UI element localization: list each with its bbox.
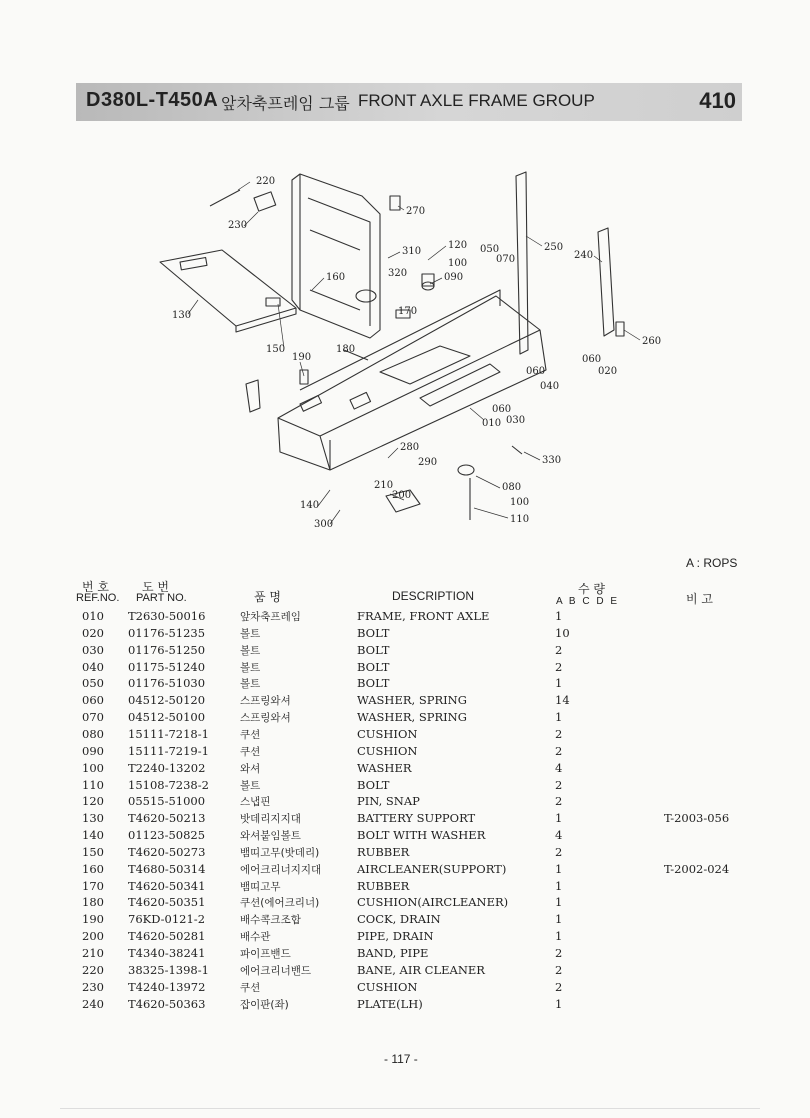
part-number: T2630-50016 [128, 609, 206, 623]
scan-edge-line [60, 1108, 760, 1109]
part-description: WASHER, SPRING [357, 710, 467, 725]
callout-labels [172, 176, 661, 530]
part-name-ko: 뱀띠고무 [240, 880, 281, 893]
ref-number: 150 [82, 844, 104, 859]
callout-label: 260 [642, 336, 662, 347]
quantity: 1 [555, 929, 563, 944]
quantity-header-ko: 수 량 [578, 582, 605, 596]
part-number: T4620-50351 [128, 895, 206, 910]
callout-label: 190 [292, 352, 312, 363]
callout-label: 140 [300, 500, 320, 511]
part-name-ko: 쿠션 [240, 981, 261, 994]
part-name-ko: 배수관 [240, 931, 271, 944]
table-row [0, 845, 810, 862]
callout-label: 180 [336, 344, 356, 355]
part-description: FRAME, FRONT AXLE [357, 609, 490, 623]
rops-note: A : ROPS [686, 556, 738, 570]
part-description: WASHER, SPRING [357, 693, 467, 708]
part-name-ko: 와셔붙임볼트 [240, 830, 301, 843]
part-description: BANE, AIR CLEANER [357, 962, 485, 977]
part-number: T4340-38241 [128, 946, 206, 960]
ref-number: 170 [82, 878, 104, 893]
page-number: - 117 - [384, 1052, 418, 1066]
callout-label: 280 [400, 442, 420, 453]
part-name-ko: 배수콕크조합 [240, 914, 301, 927]
quantity: 14 [555, 693, 570, 708]
exploded-parts-diagram [0, 0, 810, 540]
part-number: T4620-50281 [128, 929, 206, 944]
table-row [0, 811, 810, 828]
part-description: RUBBER [357, 878, 410, 893]
ref-number: 130 [82, 811, 104, 826]
table-row [0, 879, 810, 896]
table-row [0, 997, 810, 1014]
table-row [0, 946, 810, 963]
part-number: 01176-51235 [128, 625, 206, 640]
part-description: CUSHION [357, 743, 418, 758]
ref-number: 180 [82, 895, 104, 910]
table-row [0, 710, 810, 727]
callout-label: 120 [448, 240, 468, 251]
part-number: 15108-7238-2 [128, 777, 209, 792]
quantity: 4 [555, 760, 563, 775]
table-row [0, 609, 810, 626]
quantity: 2 [555, 743, 563, 758]
callout-label: 080 [502, 482, 522, 493]
remarks-header: 비 고 [686, 592, 713, 606]
callout-label: 230 [228, 220, 248, 231]
quantity-columns: A B C D E [556, 596, 618, 607]
ref-number: 240 [82, 996, 104, 1011]
callout-label: 100 [448, 258, 468, 269]
table-row [0, 980, 810, 997]
quantity: 2 [555, 642, 563, 657]
ref-number: 050 [82, 676, 104, 691]
part-description: COCK, DRAIN [357, 912, 441, 927]
callout-label: 030 [506, 415, 526, 426]
callout-label: 290 [418, 457, 438, 468]
callout-label: 210 [374, 480, 394, 491]
callout-label: 270 [406, 206, 426, 217]
callout-label: 130 [172, 310, 192, 321]
quantity: 2 [555, 946, 563, 960]
table-row [0, 929, 810, 946]
table-row [0, 676, 810, 693]
part-number: 01123-50825 [128, 828, 206, 843]
callout-label: 060 [526, 366, 546, 377]
table-row [0, 794, 810, 811]
part-name-ko: 쿠션 [240, 745, 261, 758]
name-header-ko: 품 명 [254, 590, 281, 604]
table-row [0, 660, 810, 677]
quantity: 2 [555, 844, 563, 859]
table-row [0, 912, 810, 929]
ref-number: 080 [82, 726, 104, 741]
callout-label: 170 [398, 306, 418, 317]
part-number: T4620-50213 [128, 811, 206, 826]
callout-label: 070 [496, 254, 516, 265]
callout-label: 090 [444, 272, 464, 283]
part-description: CUSHION [357, 979, 418, 994]
part-description: PLATE(LH) [357, 996, 423, 1011]
ref-number: 120 [82, 794, 104, 809]
part-description: BAND, PIPE [357, 946, 429, 960]
part-name-ko: 에어크리너밴드 [240, 964, 312, 977]
part-number: 76KD-0121-2 [128, 912, 206, 927]
part-number: T4620-50273 [128, 844, 206, 859]
part-description: BOLT [357, 777, 390, 792]
part-description: BOLT [357, 659, 390, 674]
ref-header-en: REF.NO. [76, 592, 120, 604]
callout-label: 060 [582, 354, 602, 365]
part-header-en: PART NO. [136, 592, 187, 604]
table-row [0, 778, 810, 795]
part-name-ko: 볼트 [240, 678, 261, 691]
ref-number: 190 [82, 912, 104, 927]
part-name-ko: 볼트 [240, 661, 261, 674]
ref-number: 010 [82, 609, 104, 623]
ref-number: 110 [82, 777, 104, 792]
part-number: 01176-51250 [128, 642, 206, 657]
part-name-ko: 잡이판(좌) [240, 998, 289, 1011]
part-description: RUBBER [357, 844, 410, 859]
callout-label: 160 [326, 272, 346, 283]
callout-label: 100 [510, 497, 530, 508]
ref-number: 210 [82, 946, 104, 960]
part-number: 15111-7218-1 [128, 726, 209, 741]
table-row [0, 895, 810, 912]
remarks: T-2003-056 [664, 811, 730, 826]
quantity: 1 [555, 811, 563, 826]
part-name-ko: 와셔 [240, 762, 261, 775]
part-description: AIRCLEANER(SUPPORT) [357, 861, 507, 876]
part-name-ko: 뱀띠고무(밧데리) [240, 846, 320, 859]
part-number: 38325-1398-1 [128, 962, 209, 977]
table-row [0, 744, 810, 761]
group-title-korean: 앞차축프레임 그룹 [221, 94, 350, 113]
part-name-ko: 볼트 [240, 779, 261, 792]
table-row [0, 643, 810, 660]
quantity: 2 [555, 777, 563, 792]
ref-number: 030 [82, 642, 104, 657]
part-name-ko: 에어크리너지지대 [240, 863, 322, 876]
table-row [0, 963, 810, 980]
callout-label: 310 [402, 246, 422, 257]
table-row [0, 693, 810, 710]
table-row [0, 761, 810, 778]
ref-number: 160 [82, 861, 104, 876]
part-name-ko: 파이프밴드 [240, 948, 291, 960]
ref-number: 220 [82, 962, 104, 977]
part-description: CUSHION(AIRCLEANER) [357, 895, 509, 910]
callout-label: 200 [392, 490, 412, 501]
callout-label: 150 [266, 344, 286, 355]
part-header-ko: 도 번 [142, 580, 169, 594]
quantity: 4 [555, 828, 563, 843]
callout-label: 020 [598, 366, 618, 377]
quantity: 2 [555, 794, 563, 809]
callout-label: 050 [480, 244, 500, 255]
callout-label: 330 [542, 455, 562, 466]
part-description: BOLT [357, 625, 390, 640]
model-number: D380L-T450A [86, 89, 219, 111]
part-number: 01176-51030 [128, 676, 206, 691]
part-number: 04512-50120 [128, 693, 206, 708]
quantity: 1 [555, 912, 563, 927]
part-name-ko: 밧데리지지대 [240, 813, 301, 826]
part-name-ko: 스프링와셔 [240, 695, 291, 708]
part-number: 05515-51000 [128, 794, 206, 809]
remarks: T-2002-024 [664, 861, 730, 876]
ref-number: 100 [82, 760, 104, 775]
description-header: DESCRIPTION [392, 589, 475, 603]
part-number: T2240-13202 [128, 760, 206, 775]
part-description: BOLT WITH WASHER [357, 828, 486, 843]
ref-number: 090 [82, 743, 104, 758]
group-number: 410 [699, 88, 736, 113]
ref-header-ko: 번 호 [82, 580, 109, 594]
aircleaner-support-frame [292, 174, 380, 338]
part-name-ko: 쿠션(에어크리너) [240, 897, 320, 910]
ref-number: 060 [82, 693, 104, 708]
ref-number: 230 [82, 979, 104, 994]
callout-label: 060 [492, 404, 512, 415]
ref-number: 070 [82, 710, 104, 725]
part-name-ko: 앞차축프레임 [240, 611, 301, 623]
part-name-ko: 스냅핀 [240, 796, 271, 809]
callout-label: 040 [540, 381, 560, 392]
quantity: 2 [555, 659, 563, 674]
quantity: 1 [555, 996, 563, 1011]
quantity: 1 [555, 710, 563, 725]
part-name-ko: 볼트 [240, 644, 261, 657]
part-description: BATTERY SUPPORT [357, 811, 476, 826]
part-description: CUSHION [357, 726, 418, 741]
callout-label: 110 [510, 514, 530, 525]
callout-label: 010 [482, 418, 502, 429]
part-number: T4620-50363 [128, 996, 206, 1011]
quantity: 2 [555, 979, 563, 994]
ref-number: 020 [82, 625, 104, 640]
ref-number: 200 [82, 929, 104, 944]
ref-number: 040 [82, 659, 104, 674]
part-name-ko: 스프링와셔 [240, 712, 291, 725]
part-description: PIN, SNAP [357, 794, 420, 809]
part-name-ko: 볼트 [240, 627, 261, 640]
plate-rh [516, 172, 528, 354]
quantity: 2 [555, 726, 563, 741]
part-number: T4620-50341 [128, 878, 206, 893]
part-number: 04512-50100 [128, 710, 206, 725]
part-description: BOLT [357, 642, 390, 657]
quantity: 1 [555, 609, 563, 623]
table-row [0, 626, 810, 643]
callout-label: 220 [256, 176, 276, 187]
callout-label: 300 [314, 519, 334, 530]
plate-lh [598, 228, 614, 336]
quantity: 1 [555, 895, 563, 910]
table-row [0, 727, 810, 744]
callout-label: 320 [388, 268, 408, 279]
part-description: WASHER [357, 760, 412, 775]
table-row [0, 828, 810, 845]
part-description: PIPE, DRAIN [357, 929, 434, 944]
callout-label: 240 [574, 250, 594, 261]
ref-number: 140 [82, 828, 104, 843]
quantity: 1 [555, 878, 563, 893]
quantity: 1 [555, 676, 563, 691]
quantity: 1 [555, 861, 563, 876]
part-number: 15111-7219-1 [128, 743, 209, 758]
part-number: 01175-51240 [128, 659, 206, 674]
part-number: T4680-50314 [128, 861, 206, 876]
part-number: T4240-13972 [128, 979, 206, 994]
part-description: BOLT [357, 676, 390, 691]
part-name-ko: 쿠션 [240, 728, 261, 741]
group-title-english: FRONT AXLE FRAME GROUP [358, 91, 595, 110]
quantity: 2 [555, 962, 563, 977]
callout-label: 250 [544, 242, 564, 253]
table-row [0, 862, 810, 879]
quantity: 10 [555, 625, 570, 640]
